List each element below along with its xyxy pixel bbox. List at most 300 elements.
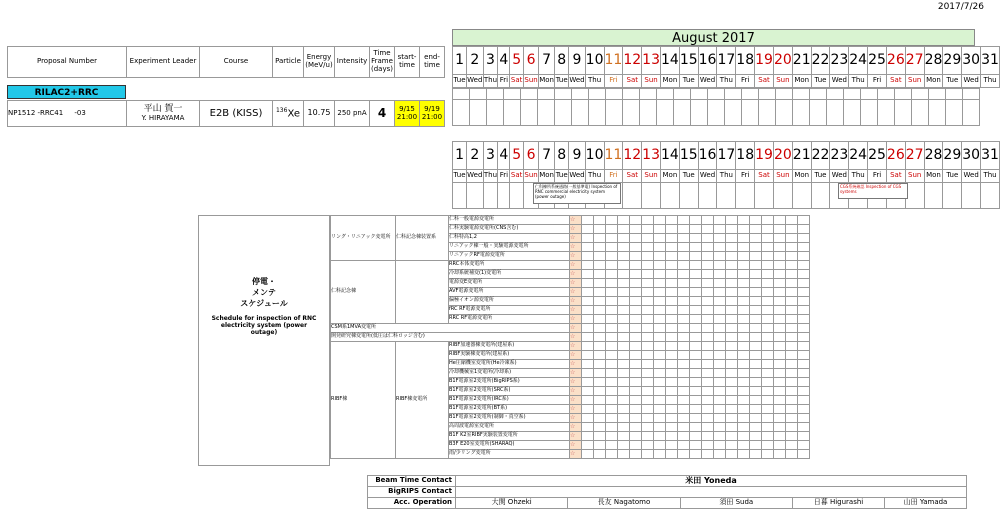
calendar-cell	[510, 183, 524, 209]
grid-cell	[762, 252, 774, 261]
grid-cell	[690, 351, 702, 360]
calendar-cell	[623, 183, 642, 209]
grid-cell	[774, 441, 786, 450]
star-icon: ☆	[570, 359, 576, 367]
group-sub: 仁科記念棟装置系	[396, 216, 449, 261]
calendar-cell	[606, 89, 623, 100]
grid-cell	[654, 423, 666, 432]
grid-cell	[642, 288, 654, 297]
calendar-weekday: Wed	[569, 170, 585, 183]
grid-cell	[786, 306, 798, 315]
grid-cell	[714, 216, 726, 225]
calendar-cell	[538, 100, 555, 126]
grid-cell	[594, 342, 606, 351]
grid-cell	[786, 423, 798, 432]
group-name: リング・リニアック変電所	[331, 216, 396, 261]
grid-cell	[690, 315, 702, 324]
grid-cell	[678, 360, 690, 369]
grid-cell	[702, 270, 714, 279]
grid-cell	[582, 423, 594, 432]
grid-cell	[750, 225, 762, 234]
grid-cell	[762, 378, 774, 387]
grid-cell	[654, 279, 666, 288]
grid-cell	[738, 315, 750, 324]
grid-cell	[774, 369, 786, 378]
grid-cell	[738, 279, 750, 288]
acc-operator: 大関 Ohzeki	[456, 498, 568, 509]
grid-cell	[738, 270, 750, 279]
grid-cell	[594, 288, 606, 297]
grid-cell	[738, 405, 750, 414]
grid-cell	[594, 270, 606, 279]
calendar-day: 27	[905, 47, 924, 75]
grid-cell	[726, 360, 738, 369]
grid-cell	[690, 216, 702, 225]
grid-cell	[762, 396, 774, 405]
grid-cell	[654, 297, 666, 306]
grid-cell	[666, 306, 678, 315]
calendar-weekday: Mon	[660, 75, 679, 88]
grid-cell	[798, 378, 810, 387]
grid-cell	[762, 315, 774, 324]
intensity: 250 pnA	[335, 101, 370, 127]
grid-cell	[690, 405, 702, 414]
substation-name: B1F電源室2変電所(IRC系)	[449, 396, 570, 405]
grid-cell	[678, 243, 690, 252]
calendar-day: 1	[453, 142, 467, 170]
grid-cell	[582, 243, 594, 252]
grid-cell	[630, 342, 642, 351]
grid-cell	[606, 252, 618, 261]
grid-cell	[690, 342, 702, 351]
grid-cell	[726, 243, 738, 252]
calendar-weekday: Fri	[604, 170, 623, 183]
col-frame: Time Frame (days)	[370, 47, 395, 78]
calendar-cell	[878, 100, 895, 126]
calendar-day: 4	[498, 142, 510, 170]
grid-cell	[798, 225, 810, 234]
star-icon: ☆	[570, 287, 576, 295]
grid-cell	[786, 351, 798, 360]
calendar-day: 10	[585, 142, 604, 170]
grid-cell	[762, 297, 774, 306]
grid-cell	[762, 270, 774, 279]
grid-cell	[594, 432, 606, 441]
calendar-cell	[483, 183, 498, 209]
grid-cell	[726, 423, 738, 432]
calendar-weekday: Sat	[886, 75, 905, 88]
calendar-day: 4	[498, 47, 510, 75]
calendar-weekday: Thu	[483, 75, 498, 88]
group-name: 仁科記念棟	[331, 261, 396, 324]
grid-cell	[606, 405, 618, 414]
calendar-cell	[776, 100, 793, 126]
proposal-row[interactable]	[7, 100, 445, 127]
grid-cell	[594, 441, 606, 450]
substation-name: 冷却系統補変(1)変電所	[449, 270, 570, 279]
calendar-weekday: Mon	[792, 170, 811, 183]
calendar-weekday: Tue	[679, 170, 698, 183]
grid-cell	[702, 387, 714, 396]
calendar-cell	[453, 100, 470, 126]
grid-cell	[570, 234, 582, 243]
grid-cell	[690, 396, 702, 405]
calendar-cell	[640, 100, 657, 126]
grid-cell	[570, 450, 582, 459]
grid-cell	[690, 387, 702, 396]
calendar-cell	[924, 183, 943, 209]
grid-cell	[618, 225, 630, 234]
grid-cell	[690, 441, 702, 450]
grid-cell	[666, 252, 678, 261]
calendar-day: 22	[811, 47, 830, 75]
grid-cell	[678, 405, 690, 414]
calendar-day: 22	[811, 142, 830, 170]
grid-cell	[750, 297, 762, 306]
grid-cell	[714, 324, 726, 333]
calendar-cell	[674, 89, 691, 100]
grid-cell	[738, 261, 750, 270]
grid-cell	[678, 333, 690, 342]
grid-cell	[606, 342, 618, 351]
grid-cell	[678, 225, 690, 234]
grid-cell	[702, 297, 714, 306]
calendar-day: 28	[924, 47, 943, 75]
grid-cell	[762, 225, 774, 234]
grid-cell	[714, 414, 726, 423]
grid-cell	[774, 405, 786, 414]
grid-cell	[618, 423, 630, 432]
grid-cell	[630, 351, 642, 360]
calendar-day: 25	[868, 47, 887, 75]
grid-cell	[594, 216, 606, 225]
calendar-weekday: Sun	[642, 170, 661, 183]
grid-cell	[798, 306, 810, 315]
calendar-cell	[742, 100, 759, 126]
grid-cell	[762, 351, 774, 360]
grid-cell	[702, 279, 714, 288]
calendar-day: 14	[660, 47, 679, 75]
calendar-cell	[755, 183, 774, 209]
calendar-cell	[905, 183, 924, 209]
calendar-weekday: Thu	[981, 75, 1000, 88]
calendar-day: 7	[539, 142, 555, 170]
grid-cell	[606, 387, 618, 396]
grid-cell	[618, 360, 630, 369]
grid-cell	[702, 261, 714, 270]
calendar-weekday: Wed	[962, 170, 981, 183]
grid-cell	[798, 216, 810, 225]
grid-cell	[582, 324, 594, 333]
calendar-weekday: Thu	[849, 170, 868, 183]
beam-contact: 米田 Yoneda	[456, 476, 967, 487]
grid-cell	[726, 234, 738, 243]
grid-cell	[570, 405, 582, 414]
grid-cell	[618, 297, 630, 306]
grid-cell	[618, 351, 630, 360]
group-name: CSM系1MVA変電所	[331, 324, 570, 333]
grid-cell	[774, 225, 786, 234]
grid-cell	[606, 333, 618, 342]
grid-cell	[702, 414, 714, 423]
grid-cell	[702, 441, 714, 450]
col-intensity: Intensity	[335, 47, 370, 78]
grid-cell	[798, 351, 810, 360]
grid-cell	[570, 333, 582, 342]
calendar-day: 20	[773, 142, 792, 170]
grid-cell	[762, 423, 774, 432]
grid-cell	[726, 432, 738, 441]
calendar-cell	[589, 100, 606, 126]
grid-cell	[738, 243, 750, 252]
grid-cell	[654, 342, 666, 351]
calendar-weekday: Tue	[943, 170, 962, 183]
grid-cell	[618, 324, 630, 333]
grid-cell	[798, 243, 810, 252]
grid-cell	[738, 360, 750, 369]
grid-cell	[750, 333, 762, 342]
grid-cell	[726, 342, 738, 351]
calendar-day: 16	[698, 47, 717, 75]
grid-cell	[690, 279, 702, 288]
grid-cell	[798, 324, 810, 333]
grid-cell	[798, 279, 810, 288]
col-particle: Particle	[273, 47, 304, 78]
month-header: August 2017	[452, 29, 975, 46]
experiment-leader: 平山 賀一 Y. HIRAYAMA	[127, 101, 200, 127]
calendar-cell	[708, 89, 725, 100]
calendar-weekday: Sun	[524, 75, 539, 88]
substation-name: RRC本体変電所	[449, 261, 570, 270]
grid-cell	[618, 369, 630, 378]
calendar-cell	[660, 183, 679, 209]
grid-cell	[786, 405, 798, 414]
grid-cell	[594, 360, 606, 369]
calendar-day: 24	[849, 142, 868, 170]
grid-cell	[678, 378, 690, 387]
grid-cell	[690, 252, 702, 261]
grid-cell	[678, 432, 690, 441]
grid-cell	[606, 288, 618, 297]
grid-cell	[642, 432, 654, 441]
grid-cell	[630, 252, 642, 261]
grid-cell	[702, 423, 714, 432]
star-icon: ☆	[570, 296, 576, 304]
calendar-cell	[827, 100, 844, 126]
grid-cell	[630, 423, 642, 432]
grid-cell	[594, 405, 606, 414]
grid-cell	[762, 414, 774, 423]
grid-cell	[786, 387, 798, 396]
grid-cell	[582, 252, 594, 261]
grid-cell	[714, 315, 726, 324]
grid-cell	[594, 351, 606, 360]
grid-cell	[606, 270, 618, 279]
grid-cell	[678, 261, 690, 270]
grid-cell	[690, 369, 702, 378]
calendar-weekday: Wed	[467, 170, 483, 183]
star-icon: ☆	[570, 305, 576, 313]
grid-cell	[594, 297, 606, 306]
grid-cell	[774, 252, 786, 261]
grid-cell	[702, 315, 714, 324]
grid-cell	[606, 450, 618, 459]
calendar-day: 16	[698, 142, 717, 170]
grid-cell	[714, 405, 726, 414]
grid-cell	[666, 423, 678, 432]
calendar-day: 29	[943, 47, 962, 75]
substation-name: 高周波電源室変電所	[449, 423, 570, 432]
group-sub	[396, 261, 449, 324]
grid-cell	[666, 270, 678, 279]
grid-cell	[750, 405, 762, 414]
calendar-cell	[912, 100, 929, 126]
calendar-day: 26	[886, 47, 905, 75]
calendar-cell	[861, 89, 878, 100]
calendar-cell	[657, 100, 674, 126]
grid-cell	[762, 405, 774, 414]
grid-cell	[582, 306, 594, 315]
grid-cell	[582, 216, 594, 225]
grid-cell	[798, 342, 810, 351]
grid-cell	[594, 396, 606, 405]
grid-cell	[714, 288, 726, 297]
calendar-cell	[572, 100, 589, 126]
col-leader: Experiment Leader	[127, 47, 200, 78]
grid-cell	[666, 324, 678, 333]
grid-cell	[786, 432, 798, 441]
grid-cell	[618, 396, 630, 405]
col-end: end-time	[420, 47, 445, 78]
grid-cell	[774, 234, 786, 243]
calendar-cell	[844, 100, 861, 126]
grid-cell	[798, 423, 810, 432]
grid-cell	[786, 216, 798, 225]
grid-cell	[798, 261, 810, 270]
grid-cell	[678, 423, 690, 432]
grid-cell	[570, 216, 582, 225]
grid-cell	[714, 243, 726, 252]
calendar-weekday: Tue	[555, 75, 569, 88]
calendar-weekday: Tue	[811, 75, 830, 88]
substation-name: リニアック棟一般・実験電源変電所	[449, 243, 570, 252]
calendar-day: 12	[623, 142, 642, 170]
calendar-day: 24	[849, 47, 868, 75]
calendar-weekday: Wed	[962, 75, 981, 88]
grid-cell	[594, 450, 606, 459]
calendar-day: 11	[604, 142, 623, 170]
grid-cell	[786, 270, 798, 279]
grid-cell	[762, 306, 774, 315]
calendar-day: 27	[905, 142, 924, 170]
grid-cell	[666, 261, 678, 270]
grid-cell	[618, 432, 630, 441]
grid-cell	[702, 369, 714, 378]
calendar-cell	[895, 89, 912, 100]
calendar-cell	[946, 100, 963, 126]
grid-cell	[654, 450, 666, 459]
grid-cell	[654, 243, 666, 252]
grid-cell	[786, 378, 798, 387]
grid-cell	[798, 387, 810, 396]
grid-cell	[630, 297, 642, 306]
grid-cell	[594, 387, 606, 396]
col-energy: Energy (MeV/u)	[304, 47, 335, 78]
grid-cell	[618, 261, 630, 270]
grid-cell	[570, 297, 582, 306]
star-icon: ☆	[570, 422, 576, 430]
grid-cell	[666, 225, 678, 234]
calendar-weekday: Mon	[924, 75, 943, 88]
grid-cell	[738, 288, 750, 297]
grid-cell	[726, 225, 738, 234]
substation-name: 仁科特高1,2	[449, 234, 570, 243]
star-icon: ☆	[570, 377, 576, 385]
grid-cell	[570, 243, 582, 252]
calendar-cell	[776, 89, 793, 100]
grid-cell	[654, 333, 666, 342]
grid-cell	[774, 306, 786, 315]
grid-cell	[666, 288, 678, 297]
grid-cell	[786, 261, 798, 270]
grid-cell	[726, 351, 738, 360]
grid-cell	[762, 234, 774, 243]
grid-cell	[654, 270, 666, 279]
grid-cell	[726, 315, 738, 324]
star-icon: ☆	[570, 341, 576, 349]
grid-cell	[738, 324, 750, 333]
calendar-weekday: Wed	[698, 170, 717, 183]
grid-cell	[630, 378, 642, 387]
calendar-weekday: Fri	[868, 75, 887, 88]
grid-cell	[618, 270, 630, 279]
grid-cell	[618, 333, 630, 342]
grid-cell	[714, 351, 726, 360]
star-icon: ☆	[570, 278, 576, 286]
grid-cell	[798, 252, 810, 261]
grid-cell	[726, 414, 738, 423]
grid-cell	[738, 297, 750, 306]
calendar-weekday: Sat	[623, 170, 642, 183]
grid-cell	[678, 288, 690, 297]
grid-cell	[594, 234, 606, 243]
grid-cell	[570, 351, 582, 360]
calendar-day: 26	[886, 142, 905, 170]
grid-cell	[726, 441, 738, 450]
grid-cell	[726, 450, 738, 459]
grid-cell	[798, 333, 810, 342]
calendar-cell	[521, 100, 538, 126]
calendar-cell	[793, 89, 810, 100]
grid-cell	[666, 315, 678, 324]
grid-cell	[630, 288, 642, 297]
grid-cell	[582, 225, 594, 234]
grid-cell	[654, 315, 666, 324]
grid-cell	[570, 342, 582, 351]
grid-cell	[630, 306, 642, 315]
calendar-cell	[657, 89, 674, 100]
grid-cell	[606, 261, 618, 270]
grid-cell	[570, 270, 582, 279]
grid-cell	[606, 297, 618, 306]
grid-cell	[582, 414, 594, 423]
grid-cell	[786, 342, 798, 351]
grid-cell	[702, 333, 714, 342]
grid-cell	[738, 414, 750, 423]
calendar-cell	[717, 183, 736, 209]
grid-cell	[726, 378, 738, 387]
calendar-cell	[742, 89, 759, 100]
